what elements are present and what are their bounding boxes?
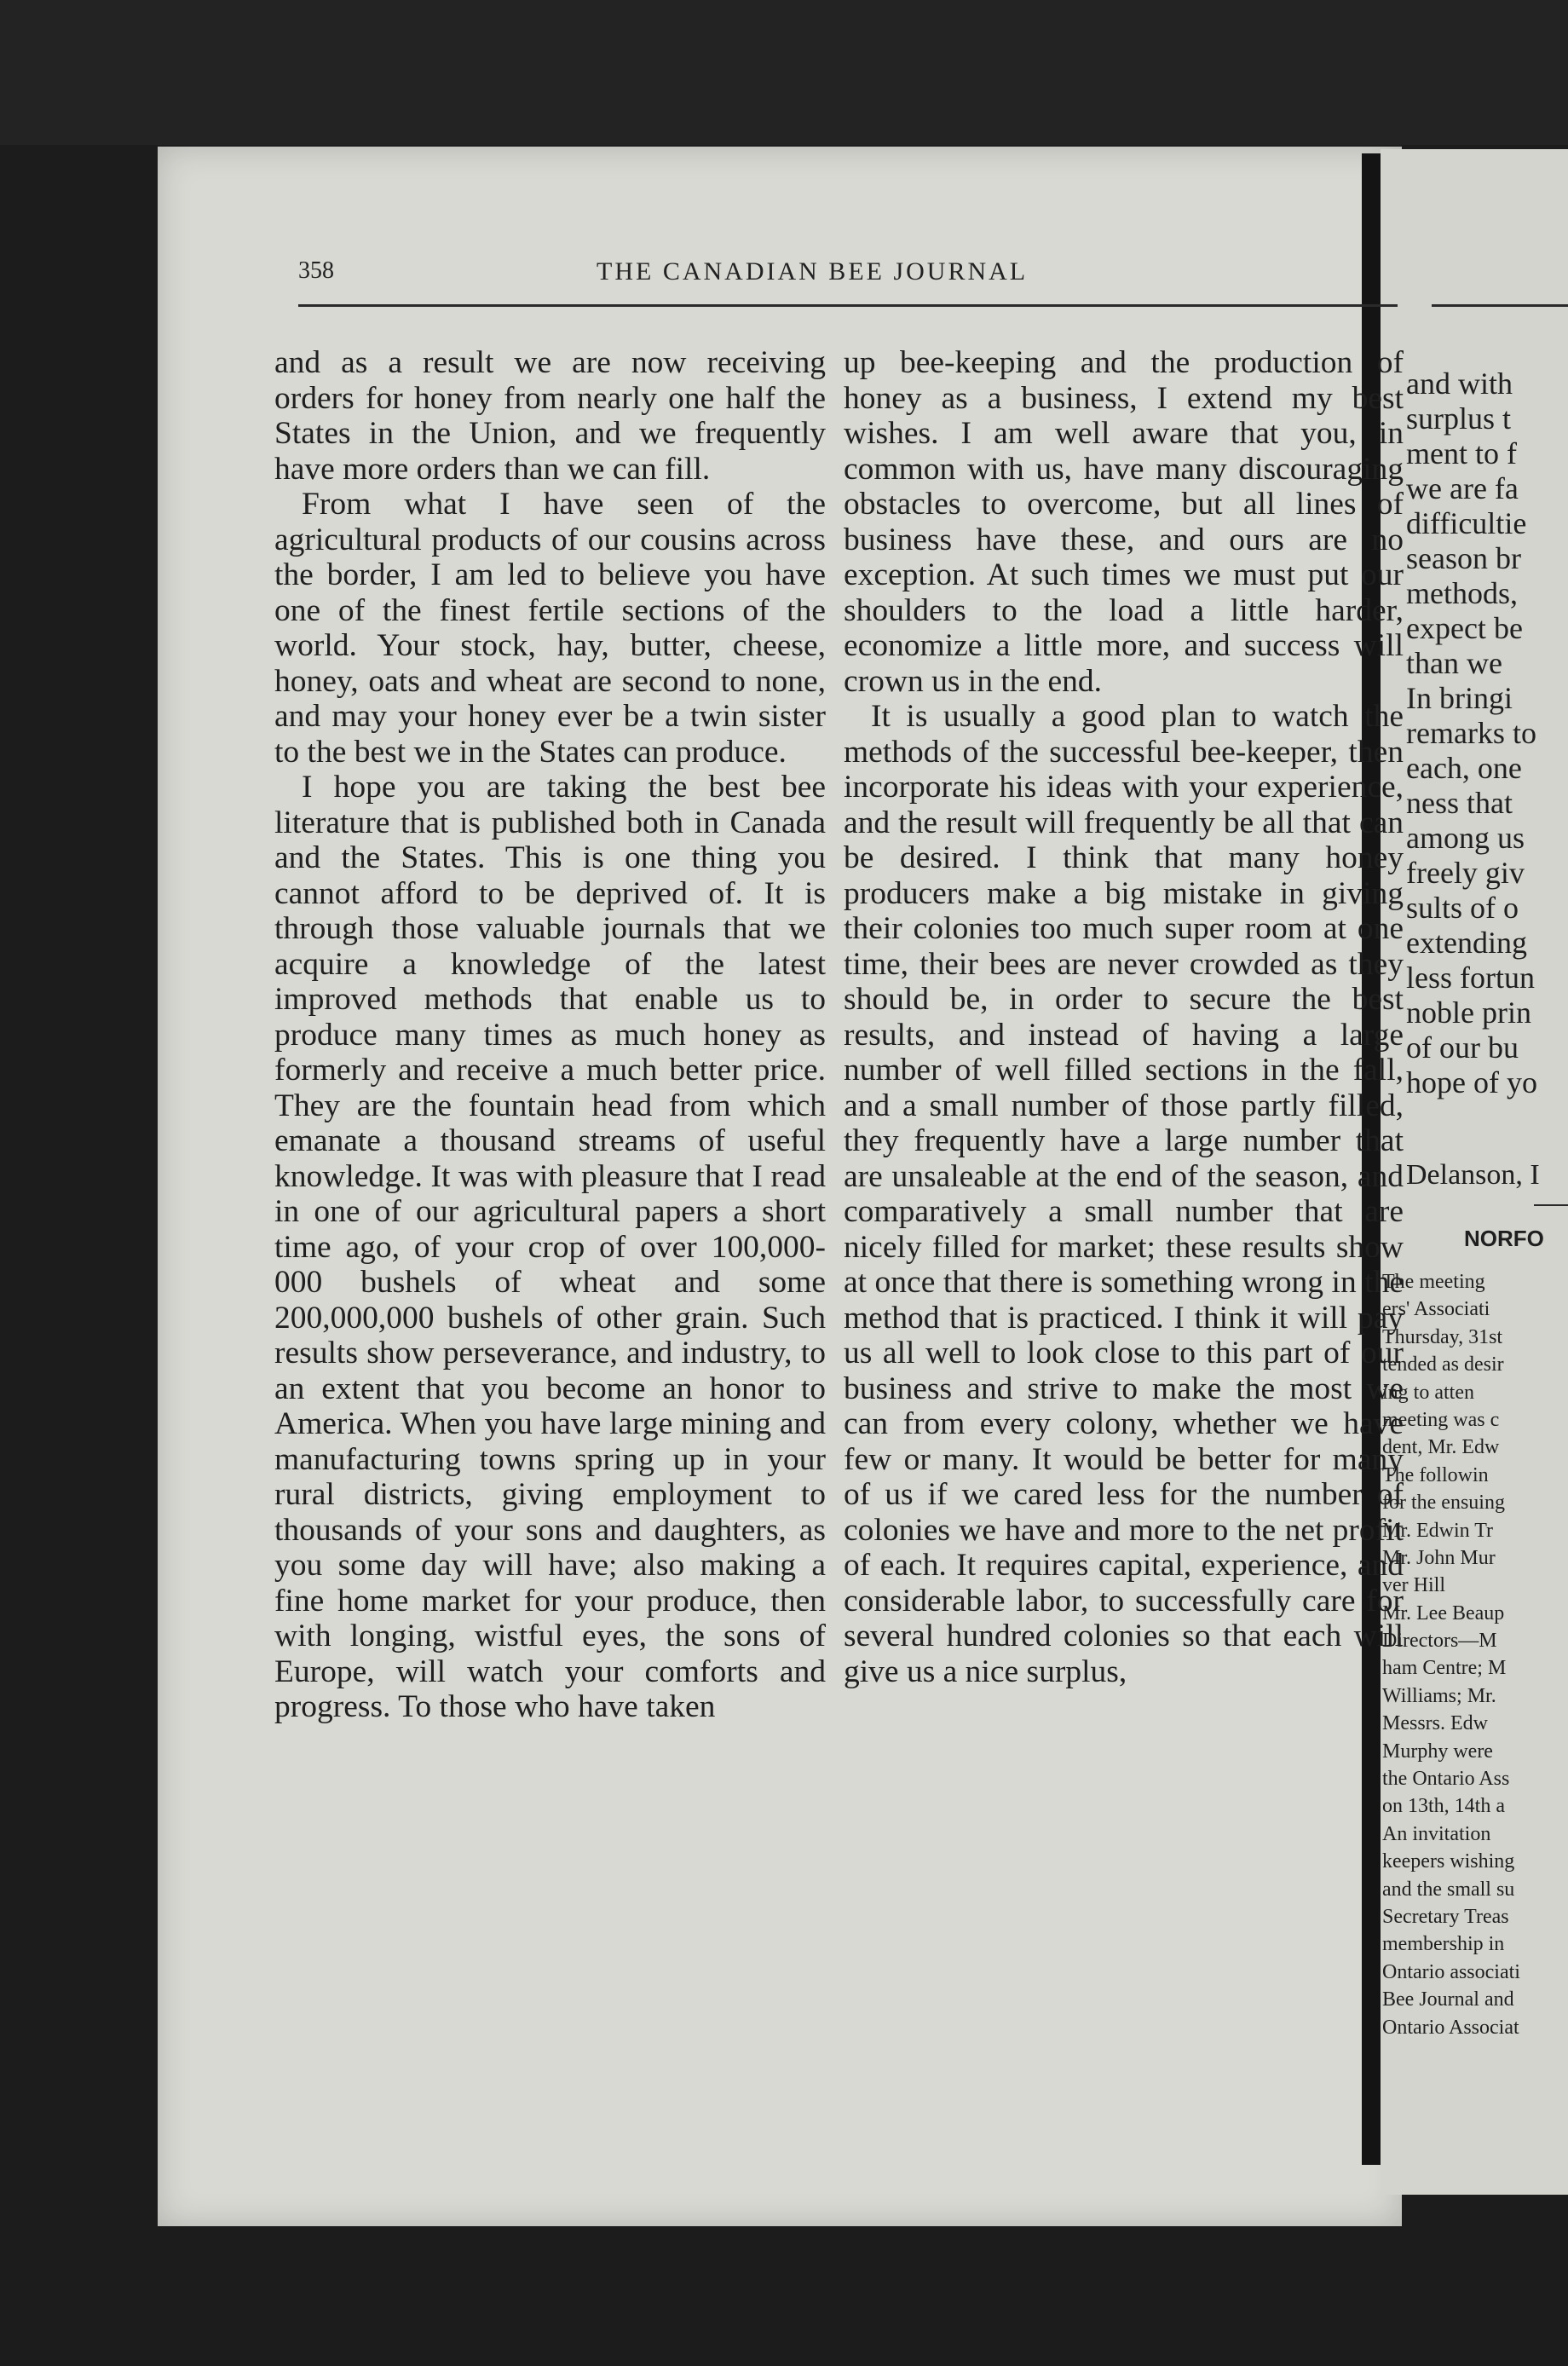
right-page-line: we are fa [1406,471,1519,505]
right-page-small-line: Mr. John Mur [1382,1546,1496,1569]
paragraph: It is usually a good plan to watch the methods of the successful bee-keeper, then incorporate his ideas with your experience, and the result will frequently be all that can be desired. I think that many honey producers make a big mistake in giving their colonies too much super room at one time, their bees are never crowded as they should be, in order to secure the best results, and instead of having a large number of well filled sections in the fall, and a small number of those partly filled, they frequently have a large number that are unsaleable at the end of the season, and comparatively a small number that are nicely filled for market; these results show at once that there is something wrong in the method that is practiced. I think it will pay us all well to look close to this part of our business and strive to make the most we can from every colony, whether we have few or many. It would be better for many of us if we cared less for the number of colonies we have and more to the net profit of each. It requires capital, experience, and considerable labor, to successfully care for several hundred colonies so that each will give us a nice surplus, [844,699,1404,1689]
right-page-small-line: Secretary Treas [1382,1905,1509,1928]
page-number: 358 [298,257,334,284]
right-page-small-line: tended as desir [1382,1353,1504,1376]
right-page-line: season br [1406,541,1521,575]
right-page-line: In bringi [1406,681,1513,715]
paragraph: From what I have seen of the agricultural products of our cousins across the border, I am led to believe you have one of the finest fertile sections of the world. Your stock, hay, butter, cheese, honey, oats and wheat are second to none, and may your honey ever be a twin sister to the best we in the States can produce. [274,487,826,770]
header-rule [298,304,1398,307]
right-page-line: noble prin [1406,995,1531,1030]
right-page-small-line: and the small su [1382,1878,1515,1901]
right-page-small-line: Directors—M [1382,1630,1497,1653]
right-page-line: hope of yo [1406,1065,1537,1099]
right-page-small-line: Murphy were [1382,1740,1493,1763]
right-page-section-heading: NORFO [1464,1226,1544,1251]
scan-background-top [0,0,1568,145]
paragraph: up bee-keeping and the production of honey as a business, I extend my best wishes. I am well aware that you, in common with us, have many discouraging obstacles to overcome, but all lines of business have these, and ours are no exception. At such times we must put our shoulders to the load a little harder, economize a little more, and success will crown us in the end. [844,345,1404,699]
right-page-small-line: Ontario Associat [1382,2016,1519,2039]
right-page-small-line: Thursday, 31st [1382,1325,1503,1348]
right-page-small-line: ham Centre; M [1382,1657,1507,1680]
right-page-header-rule [1432,304,1568,307]
right-page-small-line: Bee Journal and [1382,1988,1514,2011]
right-page-line: of our bu [1406,1030,1519,1065]
right-page-small-line: membership in [1382,1933,1505,1956]
text-column-right [844,345,1404,1689]
right-page-small-line: dent, Mr. Edw [1382,1436,1500,1459]
right-page-column [1406,366,1568,1100]
right-page-small-line: ing to atten [1382,1381,1474,1404]
page-header [298,257,1398,291]
right-page-small-text [1382,1268,1568,2041]
right-page-small-line: Ontario associati [1382,1960,1520,1983]
right-page-line: difficultie [1406,506,1527,540]
right-page-line: freely giv [1406,856,1525,890]
right-page-small-line: The meeting [1382,1271,1485,1293]
right-page-small-line: Mr. Edwin Tr [1382,1519,1494,1542]
right-page-small-line: Messrs. Edw [1382,1712,1488,1735]
right-page-line: expect be [1406,611,1523,645]
right-page-small-line: for the ensuing [1382,1492,1505,1515]
paragraph: and as a result we are now receiving orders for honey from nearly one half the States in the Union, and we frequently have more orders than we can fill. [274,345,826,487]
right-page-line: and with [1406,366,1513,401]
right-page-signature: Delanson, I [1406,1159,1540,1191]
right-page-line: sults of o [1406,891,1519,925]
right-page-line: than we [1406,646,1502,680]
running-title: THE CANADIAN BEE JOURNAL [597,257,1029,286]
right-page-line: ment to f [1406,436,1517,470]
right-page-line: methods, [1406,576,1518,610]
right-page-small-line: An invitation [1382,1822,1491,1845]
text-column-left [274,345,826,1725]
right-page-small-line: on 13th, 14th a [1382,1795,1505,1818]
right-page-line: each, one [1406,751,1522,785]
right-page-line: less fortun [1406,961,1535,995]
paragraph: I hope you are taking the best bee literature that is published both in Canada and the States. This is one thing you cannot afford to be deprived of. It is through those valuable journals that we acquire a knowledge of the latest improved methods that enable us to produce many times as much honey as formerly and receive a much better price. They are the fountain head from which emanate a thousand streams of useful knowledge. It was with pleasure that I read in one of our agricultural papers a short time ago, of your crop of over 100,000-000 bushels of wheat and some 200,000,000 bushels of other grain. Such results show perseverance, and industry, to an extent that you become an honor to America. When you have large mining and manufacturing towns spring up in your rural districts, giving employment to thousands of your sons and daughters, as you some day will have; also making a fine home market for your produce, then with longing, wistful eyes, the sons of Europe, will watch your comforts and progress. To those who have taken [274,770,826,1724]
right-page-small-line: ver Hill [1382,1574,1445,1597]
right-page-small-line: meeting was c [1382,1408,1500,1431]
right-page-line: remarks to [1406,716,1536,750]
right-page-small-line: ers' Associati [1382,1298,1490,1321]
right-page-small-line: The followin [1382,1463,1489,1486]
right-page-section-rule [1534,1204,1568,1206]
right-page-small-line: Mr. Lee Beaup [1382,1601,1505,1624]
right-page-small-line: the Ontario Ass [1382,1768,1510,1791]
right-page-small-line: keepers wishing [1382,1850,1515,1873]
right-page-line: extending [1406,926,1527,960]
right-page-small-line: Williams; Mr. [1382,1684,1496,1707]
right-page-line: ness that [1406,786,1513,820]
right-page-line: surplus t [1406,401,1512,436]
right-page-line: among us [1406,821,1525,855]
